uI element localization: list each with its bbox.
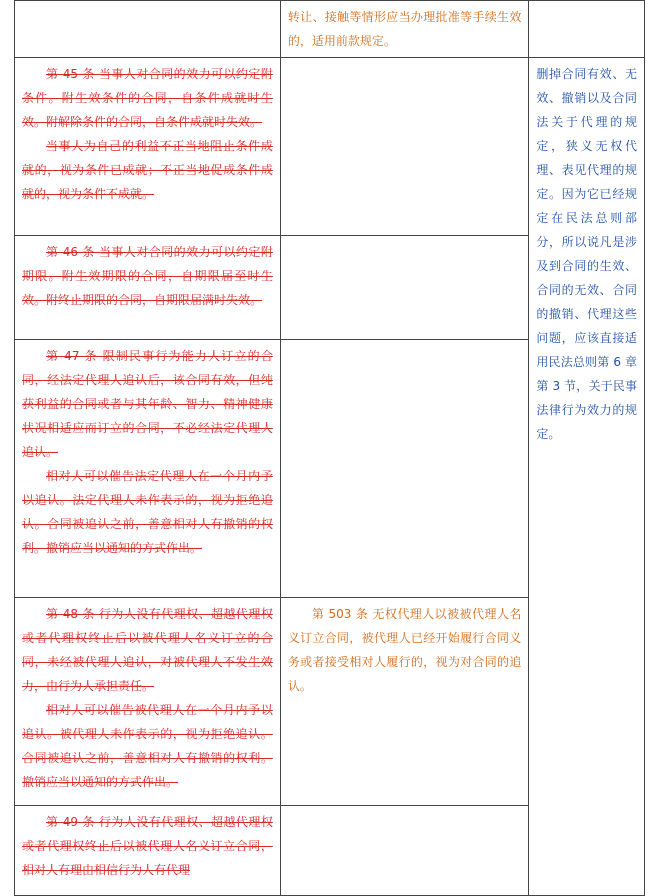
old-law-cell (15, 236, 281, 340)
new-law-cell (280, 236, 529, 340)
old-law-cell (15, 806, 281, 896)
old-law-cell (15, 58, 281, 236)
table-row (15, 1, 645, 58)
note-cell (529, 1, 645, 58)
old-law-paragraph: 第 49 条 行为人没有代理权、超越代理权或者代理权终止后以被代理人名义订立合同，相对人有理由相信行为人有代理 (22, 815, 273, 877)
old-law-cell (15, 1, 281, 58)
note-text: 删掉合同有效、无效、撤销以及合同法关于代理的规定，狭义无权代理、表见代理的规定。因为它已经规定在民法总则部分，所以说凡是涉及到合同的生效、合同的无效、合同的撤销、代理这些问题，应该直接适用民法总则第 6 章第 3 节，关于民事法律行为效力的规定。 (536, 67, 637, 441)
old-law-paragraph: 相对人可以催告被代理人在一个月内予以追认。被代理人未作表示的，视为拒绝追认。合同被追认之前，善意相对人有撤销的权利。撤销应当以通知的方式作出。 (22, 703, 273, 789)
old-law-paragraph: 第 47 条 限制民事行为能力人订立的合同，经法定代理人追认后，该合同有效，但纯获利益的合同或者与其年龄、智力、精神健康状况相适应而订立的合同，不必经法定代理人追认。 (22, 349, 273, 459)
new-law-cell (280, 340, 529, 598)
old-law-paragraph: 当事人为自己的利益不正当地阻止条件成就的，视为条件已成就；不正当地促成条件成就的，视为条件不成就。 (22, 139, 273, 201)
old-law-cell (15, 340, 281, 598)
old-law-paragraph: 相对人可以催告法定代理人在一个月内予以追认。法定代理人未作表示的，视为拒绝追认。合同被追认之前，善意相对人有撤销的权利。撤销应当以通知的方式作出。 (22, 469, 273, 555)
old-law-cell (15, 598, 281, 806)
comparison-table (14, 0, 645, 896)
new-law-paragraph: 第 503 条 无权代理人以被被代理人名义订立合同，被代理人已经开始履行合同义务或者接受相对人履行的，视为对合同的追认。 (287, 607, 522, 693)
new-law-cell (280, 1, 529, 58)
note-cell (529, 58, 645, 896)
old-law-paragraph: 第 45 条 当事人对合同的效力可以约定附条件。附生效条件的合同，自条件成就时生效。附解除条件的合同，自条件成就时失效。 (22, 67, 273, 129)
new-law-cell (280, 806, 529, 896)
table-row (15, 58, 645, 236)
old-law-paragraph: 第 48 条 行为人没有代理权、超越代理权或者代理权终止后以被代理人名义订立的合同，未经被代理人追认，对被代理人不发生效力，由行为人承担责任。 (22, 607, 273, 693)
new-law-paragraph: 转让、接触等情形应当办理批准等手续生效的，适用前款规定。 (287, 10, 522, 48)
old-law-paragraph: 第 46 条 当事人对合同的效力可以约定附期限。附生效期限的合同，自期限届至时生效。附终止期限的合同，自期限届满时失效。 (22, 245, 273, 307)
new-law-cell (280, 598, 529, 806)
new-law-cell (280, 58, 529, 236)
